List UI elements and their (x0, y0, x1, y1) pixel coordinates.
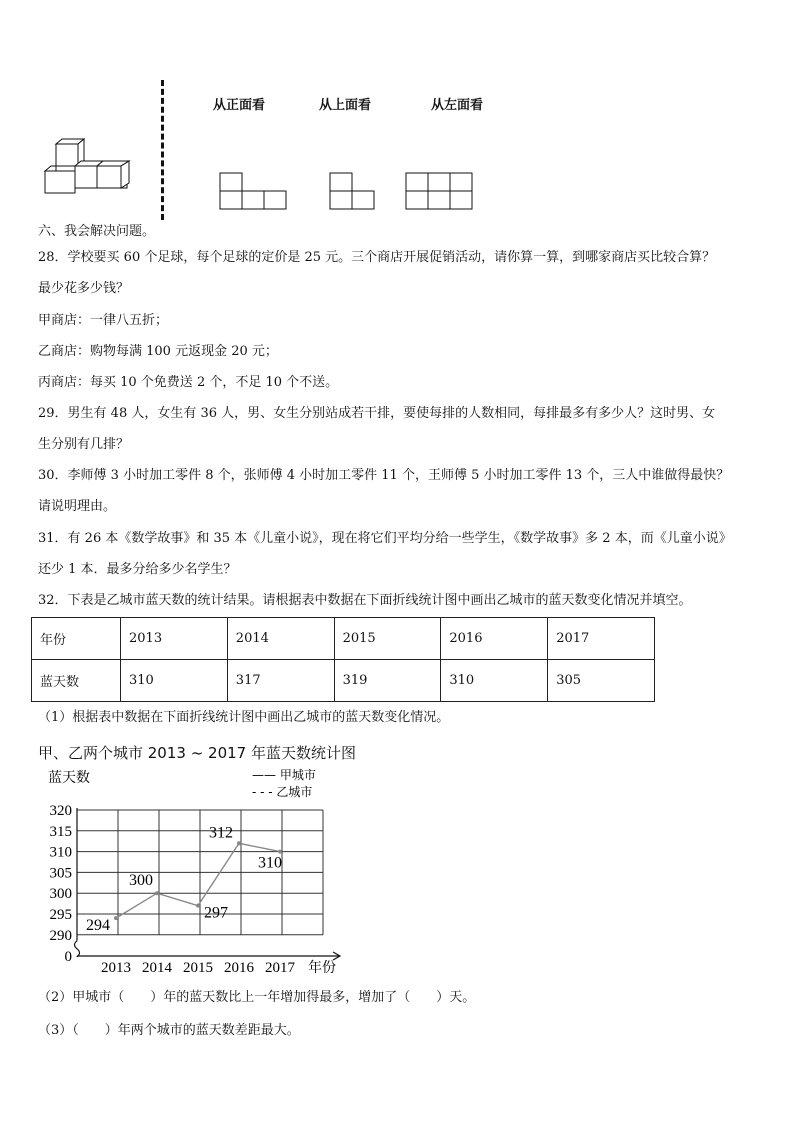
q30-line1: 30．李师傅 3 小时加工零件 8 个，张师傅 4 小时加工零件 11 个，王师傅 5 小时加工零件 13 个，三人中谁做得最快？ (38, 468, 730, 483)
q28-shop-c: 丙商店：每买 10 个免费送 2 个，不足 10 个不送。 (38, 375, 339, 390)
q28-line2: 最少花多少钱？ (38, 281, 130, 296)
table-year-cell: 2014 (227, 618, 334, 660)
q31-line1: 31．有 26 本《数学故事》和 35 本《儿童小说》，现在将它们平均分给一些学生，《数学故事》多 2 本，而《儿童小说》 (38, 531, 732, 546)
x-tick-label: 2015 (183, 960, 213, 976)
axis-break-mark (75, 941, 80, 957)
q28-shop-a: 甲商店：一律八五折； (38, 313, 169, 328)
series-jia-point (196, 904, 200, 908)
top-view-label: 从上面看 (319, 98, 372, 113)
table-value-cell: 317 (227, 660, 334, 702)
table-row-label: 蓝天数 (32, 660, 121, 702)
table-row-values (32, 660, 655, 702)
legend-b: - - - 乙城市 (252, 785, 313, 799)
series-jia-data-label: 297 (204, 904, 228, 922)
table-value-cell: 310 (441, 660, 548, 702)
series-jia-data-label: 312 (209, 824, 233, 842)
x-tick-label: 2014 (142, 960, 172, 976)
table-year-cell: 2017 (548, 618, 655, 660)
q28-shop-b: 乙商店：购物每满 100 元返现金 20 元； (38, 344, 278, 359)
q29-line2: 生分别有几排？ (38, 437, 130, 452)
chart-xlabel: 年份 (308, 960, 336, 976)
table-value-cell: 305 (548, 660, 655, 702)
table-header-label: 年份 (32, 618, 121, 660)
y-tick-label: 320 (49, 803, 72, 819)
sky-days-line-chart (30, 762, 370, 982)
x-tick-label: 2016 (224, 960, 254, 976)
chart-title: 甲、乙两个城市 2013 ~ 2017 年蓝天数统计图 (38, 744, 356, 762)
q32-sub3: （3）（ ）年两个城市的蓝天数差距最大。 (38, 1023, 300, 1038)
divider-dashed (161, 80, 164, 220)
table-year-cell: 2013 (121, 618, 228, 660)
table-value-cell: 319 (334, 660, 441, 702)
y-tick-label: 310 (49, 844, 72, 861)
y-tick-label: 0 (64, 949, 72, 965)
y-tick-label: 295 (49, 907, 72, 923)
q30-line2: 请说明理由。 (38, 499, 117, 514)
legend-a: —— 甲城市 (252, 768, 316, 782)
q31-line2: 还少 1 本．最多分给多少名学生？ (38, 562, 237, 577)
q29-line1: 29．男生有 48 人，女生有 36 人，男、女生分别站成若干排，要使每排的人数相同，每排最多有多少人？这时男、女 (38, 406, 716, 421)
table-value-cell: 310 (121, 660, 228, 702)
y-tick-label: 300 (49, 886, 72, 903)
y-tick-label: 305 (49, 865, 72, 882)
left-view-grid (405, 172, 477, 212)
series-jia-point (155, 891, 159, 895)
y-tick-label: 315 (49, 823, 72, 840)
series-jia-data-label: 310 (258, 854, 282, 872)
sky-days-table (31, 617, 655, 702)
series-jia-point (278, 850, 282, 854)
table-year-cell: 2015 (334, 618, 441, 660)
series-jia-data-label: 300 (129, 872, 153, 890)
front-view-grid (219, 172, 289, 212)
x-tick-label: 2017 (265, 960, 295, 976)
cube-figure (40, 138, 140, 198)
left-view-label: 从左面看 (431, 98, 484, 113)
table-year-cell: 2016 (441, 618, 548, 660)
series-jia-point (114, 916, 118, 920)
series-jia-point (237, 841, 241, 845)
q32-sub2: （2）甲城市（ ）年的蓝天数比上一年增加得最多，增加了（ ）天。 (38, 990, 476, 1005)
q32-sub1: （1）根据表中数据在下面折线统计图中画出乙城市的蓝天数变化情况。 (38, 710, 450, 725)
x-tick-label: 2013 (101, 960, 131, 976)
q28-line1: 28．学校要买 60 个足球，每个足球的定价是 25 元。三个商店开展促销活动，请你算一算，到哪家商店买比较合算？ (38, 250, 716, 265)
section-heading: 六、我会解决问题。 (38, 224, 156, 239)
series-jia-data-label: 294 (86, 917, 110, 935)
table-row-years (32, 618, 655, 660)
chart-ylabel: 蓝天数 (48, 770, 90, 786)
top-view-grid (329, 172, 379, 212)
front-view-label: 从正面看 (213, 98, 266, 113)
y-tick-label: 290 (49, 927, 72, 944)
q32-line1: 32．下表是乙城市蓝天数的统计结果。请根据表中数据在下面折线统计图中画出乙城市的蓝天数变化情况并填空。 (38, 593, 692, 608)
